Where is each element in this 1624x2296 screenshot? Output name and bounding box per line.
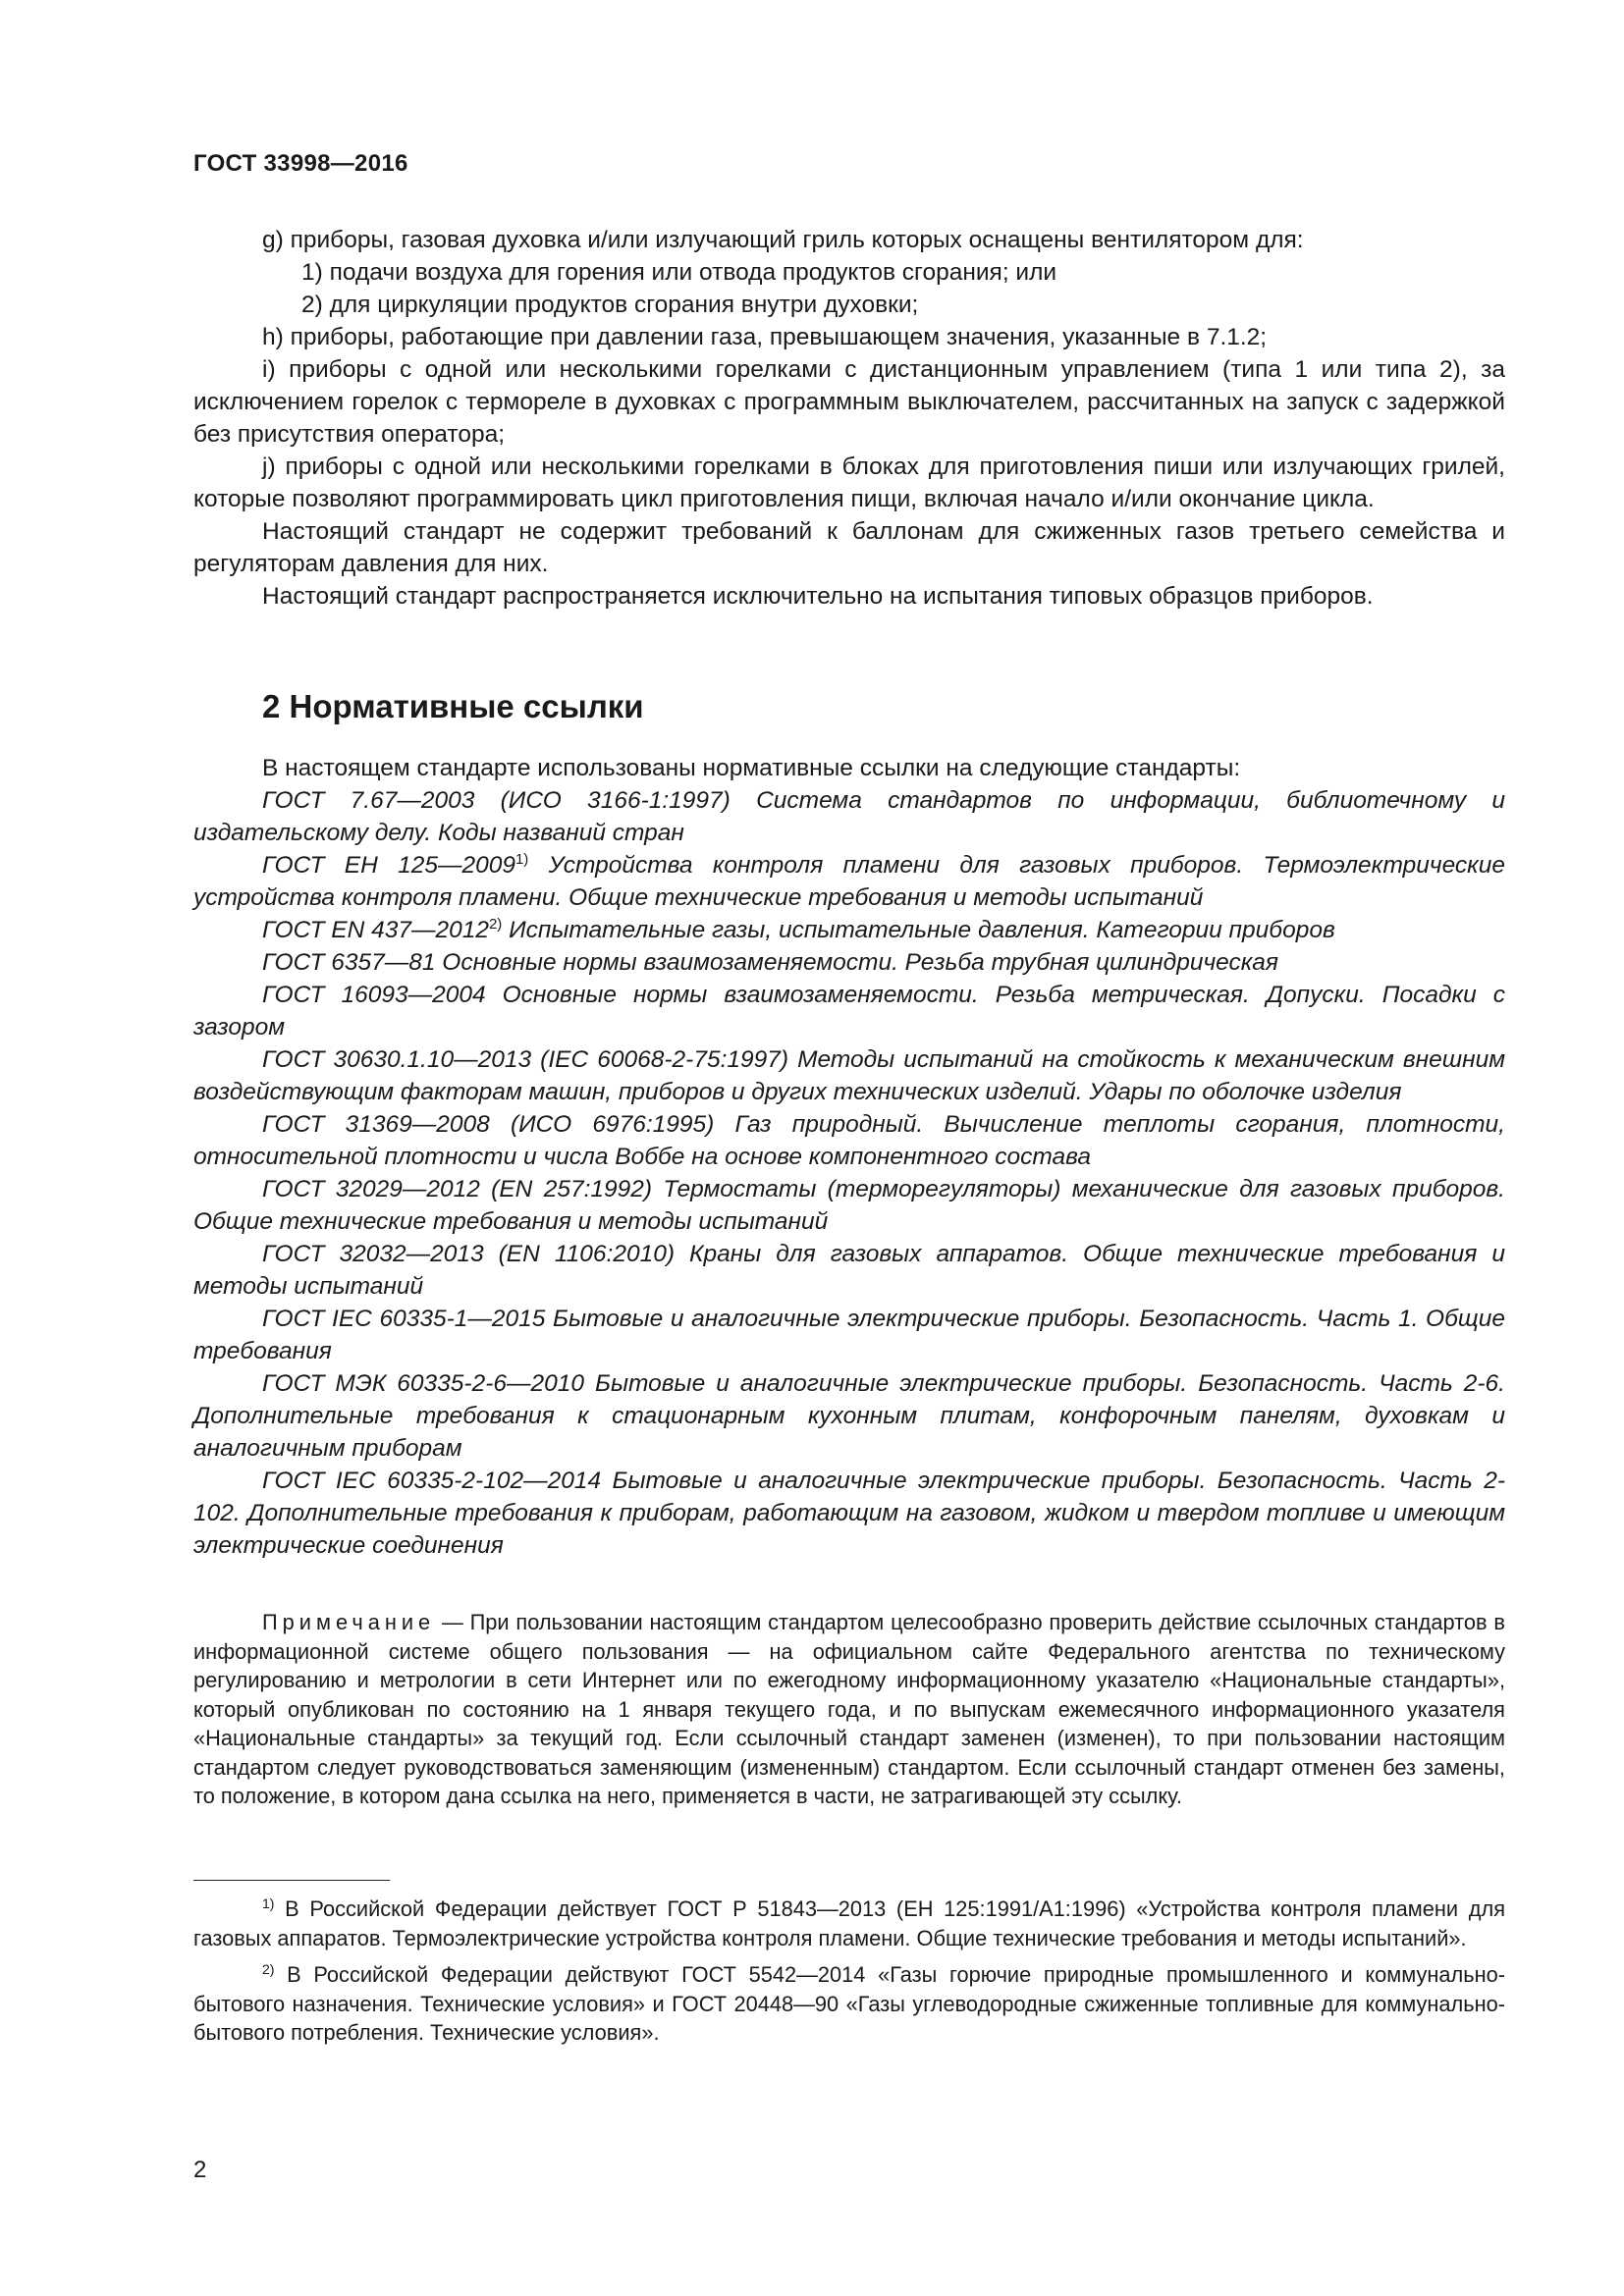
section-title: 2 Нормативные ссылки [262,688,644,724]
list-item-h: h) приборы, работающие при давлении газа, превышающем значения, указанные в 7.1.2; [262,324,1268,350]
paragraph-type-tests: Настоящий стандарт распространяется исключительно на испытания типовых образцов приборов. [262,583,1374,610]
reference-item: ГОСТ 30630.1.10—2013 (IEC 60068-2-75:1997) Методы испытаний на стойкость к механическим внешним воздействующим факторам машин, приборов и других технических изделий. Удары по оболочке изделия [193,1046,1505,1105]
normative-references [193,752,1505,1562]
note-label: Примечание [262,1610,436,1634]
reference-code: ГОСТ ЕН 125—2009 [262,852,515,879]
reference-item: ГОСТ 7.67—2003 (ИСО 3166-1:1997) Система стандартов по информации, библиотечному и издательскому делу. Коды названий стран [193,787,1505,846]
footnote-2 [193,1960,1505,2048]
list-item-i: i) приборы с одной или несколькими горелками с дистанционным управлением (типа 1 или типа 2), за исключением горелок с термореле в духовках с программным выключателем, рассчитанных на запуск с задержкой без присутствия оператора; [193,356,1505,448]
scope-continuation [193,224,1505,613]
page-number: 2 [193,2157,207,2183]
paragraph-cylinders: Настоящий стандарт не содержит требований к баллонам для сжиженных газов третьего семейства и регуляторам давления для них. [193,518,1505,577]
reference-item: ГОСТ 16093—2004 Основные нормы взаимозаменяемости. Резьба метрическая. Допуски. Посадки с зазором [193,982,1505,1041]
reference-code: ГОСТ EN 437—2012 [262,917,489,943]
footnote-1 [193,1895,1505,1952]
reference-item: ГОСТ 31369—2008 (ИСО 6976:1995) Газ природный. Вычисление теплоты сгорания, плотности, относительной плотности и числа Воббе на основе компонентного состава [193,1111,1505,1170]
note-block [193,1608,1505,1811]
reference-item [193,914,1505,946]
reference-item: ГОСТ МЭК 60335-2-6—2010 Бытовые и аналогичные электрические приборы. Безопасность. Часть 2-6. Дополнительные требования к стационарным кухонным плитам, конфорочным панелям, духовкам и аналогичным приборам [193,1370,1505,1462]
reference-item: ГОСТ IEC 60335-2-102—2014 Бытовые и аналогичные электрические приборы. Безопасность. Часть 2-102. Дополнительные требования к приборам, работающим на газовом, жидком и твердом топливе и имеющим электрические соединения [193,1468,1505,1559]
footnote-marker: 2) [488,916,503,933]
footnote-text: В Российской Федерации действуют ГОСТ 5542—2014 «Газы горючие природные промышленного и коммунально-бытового назначения. Технические условия» и ГОСТ 20448—90 «Газы углеводородные сжиженные топливные для коммунально-бытового потребления. Технические условия». [193,1962,1505,2045]
reference-item [193,849,1505,914]
footnote-mark: 2) [262,1961,275,1977]
reference-item: ГОСТ 32032—2013 (EN 1106:2010) Краны для газовых аппаратов. Общие технические требования и методы испытаний [193,1241,1505,1300]
reference-title: Устройства контроля пламени для газовых приборов. Термоэлектрические устройства контроля пламени. Общие технические требования и методы испытаний [193,852,1505,911]
footnote-mark: 1) [262,1896,275,1911]
reference-item: ГОСТ 6357—81 Основные нормы взаимозаменяемости. Резьба трубная цилиндрическая [262,949,1279,976]
footnote-text: В Российской Федерации действует ГОСТ Р 51843—2013 (ЕН 125:1991/А1:1996) «Устройства контроля пламени для газовых аппаратов. Термоэлектрические устройства контроля пламени. Общие технические требования и методы испытаний». [193,1896,1505,1950]
note-text: — При пользовании настоящим стандартом целесообразно проверить действие ссылочных стандартов в информационной системе общего пользования — на официальном сайте Федерального агентства по техническому регулированию и метрологии в сети Интернет или по ежегодному информационному указателю «Национальные стандарты», который опубликован по состоянию на 1 января текущего года, и по выпускам ежемесячного информационного указателя «Национальные стандарты» за текущий год. Если ссылочный стандарт заменен (изменен), то при пользовании настоящим стандартом следует руководствоваться заменяющим (измененным) стандартом. Если ссылочный стандарт отменен без замены, то положение, в котором дана ссылка на него, применяется в части, не затрагивающей эту ссылку. [193,1610,1505,1808]
list-item-g1: 1) подачи воздуха для горения или отвода продуктов сгорания; или [301,259,1057,286]
list-item-g: g) приборы, газовая духовка и/или излучающий гриль которых оснащены вентилятором для: [262,227,1304,253]
list-item-j: j) приборы с одной или несколькими горелками в блоках для приготовления пиши или излучающих грилей, которые позволяют программировать цикл приготовления пищи, включая начало и/или окончание цикла. [193,454,1505,512]
references-lead: В настоящем стандарте использованы нормативные ссылки на следующие стандарты: [262,755,1241,781]
footnotes [193,1895,1505,2056]
list-item-g2: 2) для циркуляции продуктов сгорания внутри духовки; [301,292,919,318]
footnote-marker: 1) [514,851,529,868]
reference-item: ГОСТ 32029—2012 (EN 257:1992) Термостаты (терморегуляторы) механические для газовых приборов. Общие технические требования и методы испытаний [193,1176,1505,1235]
reference-item: ГОСТ IEC 60335-1—2015 Бытовые и аналогичные электрические приборы. Безопасность. Часть 1. Общие требования [193,1306,1505,1364]
reference-title: Испытательные газы, испытательные давления. Категории приборов [502,917,1335,943]
document-header: ГОСТ 33998—2016 [193,150,408,177]
footnote-divider [193,1880,390,1881]
